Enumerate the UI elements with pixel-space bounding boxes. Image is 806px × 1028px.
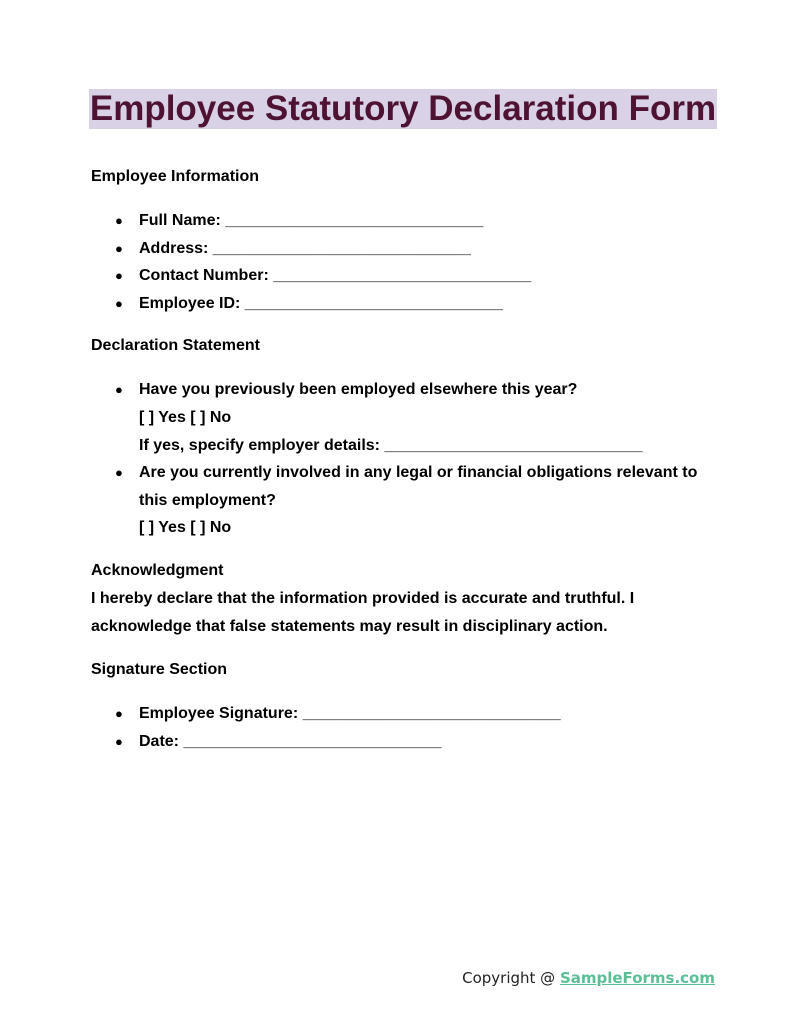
bullet-icon: ● [115, 705, 123, 721]
question-prior-employment: Have you previously been employed elsewhere this year? [139, 381, 578, 399]
employee-signature-field[interactable]: Employee Signature: _____________________________ [139, 704, 561, 722]
list-item [91, 459, 711, 542]
date-field[interactable]: Date: _____________________________ [139, 732, 442, 750]
list-item [91, 207, 711, 235]
employee-info-heading: Employee Information [91, 168, 260, 185]
signature-heading: Signature Section [91, 660, 228, 678]
title-wrapper [0, 89, 806, 129]
list-item [91, 700, 711, 728]
list-item [91, 728, 711, 756]
footer-copyright [462, 969, 715, 987]
question-legal-obligations: Are you currently involved in any legal or financial obligations relevant to this employment? [139, 464, 698, 509]
list-item [91, 376, 711, 459]
bullet-icon: ● [115, 465, 123, 481]
bullet-icon: ● [115, 382, 123, 398]
employer-details-field[interactable]: If yes, specify employer details: _____________________________ [139, 436, 643, 454]
declaration-heading: Declaration Statement [91, 337, 260, 355]
bullet-icon: ● [115, 268, 123, 284]
prior-employment-options[interactable]: [ ] Yes [ ] No [139, 408, 232, 426]
employee-id-field[interactable]: Employee ID: _____________________________ [139, 294, 503, 312]
declaration-list [91, 376, 711, 542]
contact-number-field[interactable]: Contact Number: _____________________________ [139, 267, 532, 285]
form-content [91, 163, 711, 755]
acknowledgment-heading: Acknowledgment [91, 561, 224, 579]
copyright-prefix: Copyright @ [462, 969, 560, 987]
address-field[interactable]: Address: _____________________________ [139, 239, 471, 257]
page-title: Employee Statutory Declaration Form [89, 89, 717, 128]
full-name-field[interactable]: Full Name: _____________________________ [139, 212, 484, 229]
employee-info-list [91, 207, 711, 317]
bullet-icon: ● [115, 213, 123, 228]
list-item [91, 290, 711, 318]
list-item [91, 235, 711, 263]
legal-obligations-options[interactable]: [ ] Yes [ ] No [139, 519, 232, 537]
bullet-icon: ● [115, 295, 123, 311]
bullet-icon: ● [115, 240, 123, 256]
signature-list [91, 700, 711, 755]
acknowledgment-text: I hereby declare that the information provided is accurate and truthful. I acknowledge that false statements may result in disciplinary action. [91, 589, 635, 635]
sampleforms-link[interactable]: SampleForms.com [559, 969, 715, 987]
list-item [91, 262, 711, 290]
bullet-icon: ● [115, 733, 123, 749]
